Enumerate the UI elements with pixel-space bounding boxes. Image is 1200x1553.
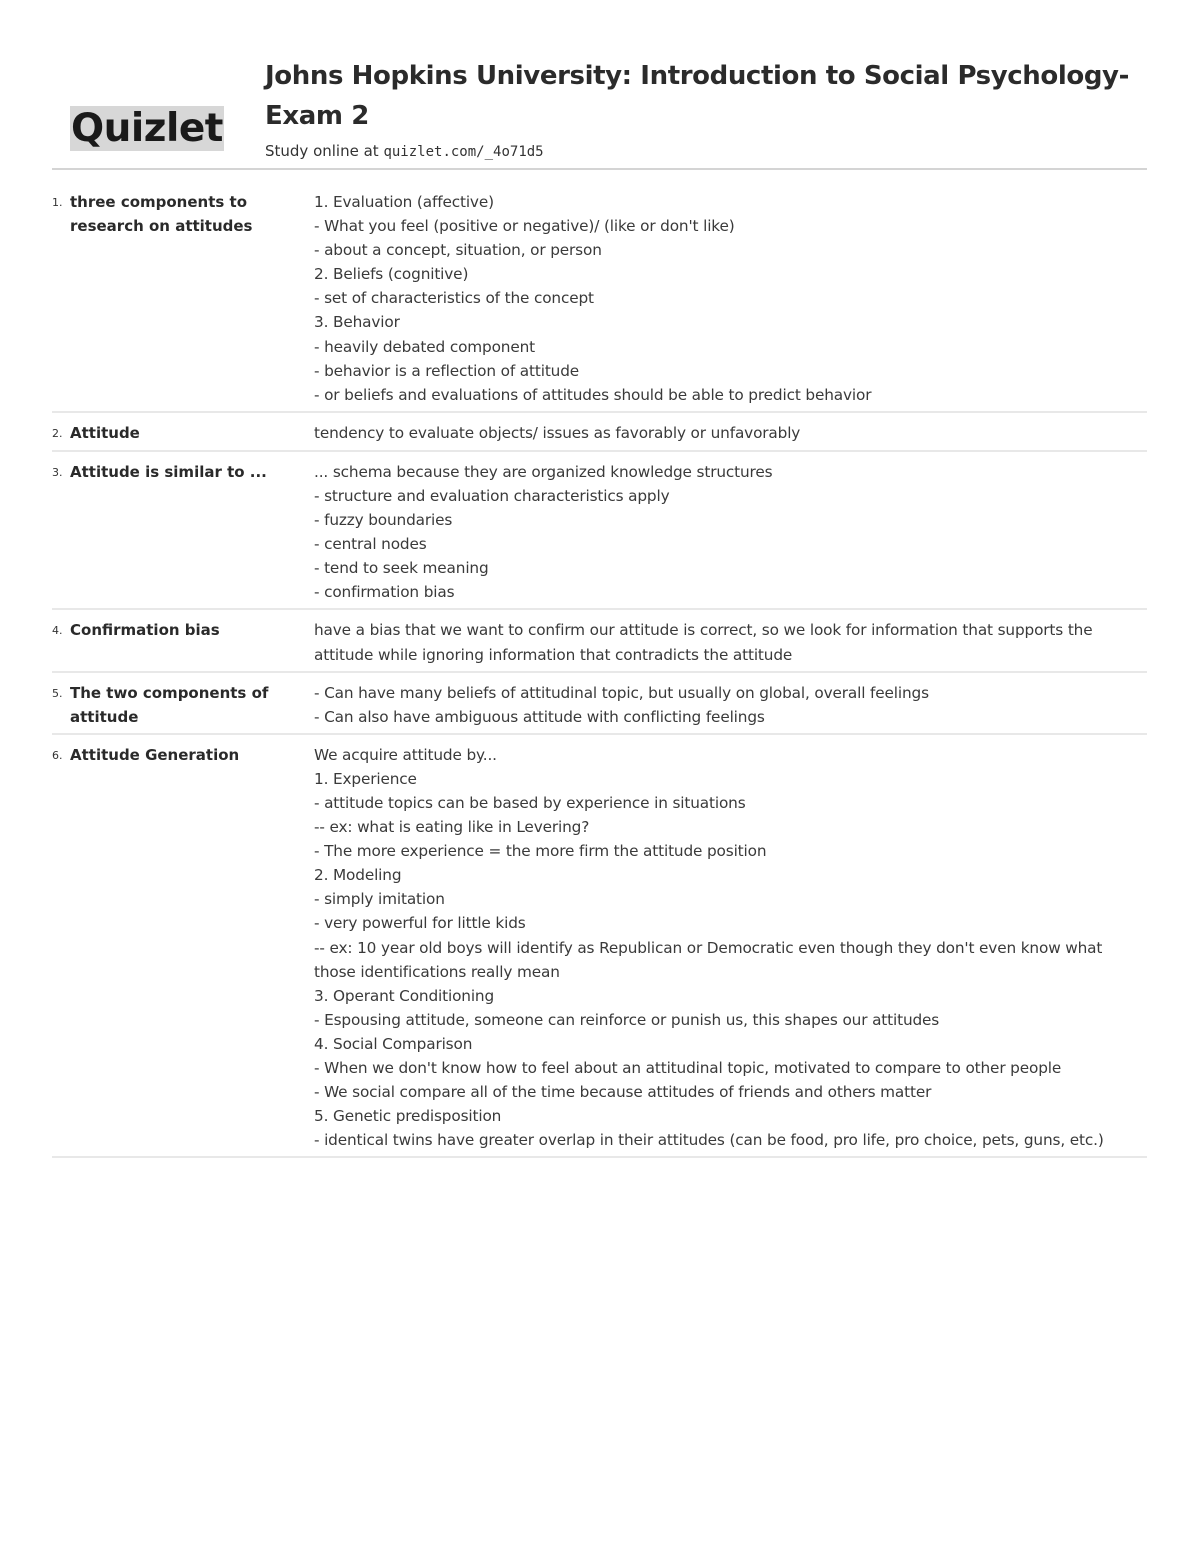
definition-line: tendency to evaluate objects/ issues as favorably or unfavorably: [314, 423, 801, 442]
definition-line: 1. Experience: [314, 769, 417, 788]
term-row: [52, 610, 1147, 672]
definition-line: - We social compare all of the time because attitudes of friends and others matter: [314, 1083, 932, 1102]
definition-line: - or beliefs and evaluations of attitudes should be able to predict behavior: [314, 385, 872, 404]
definition-line: - fuzzy boundaries: [314, 511, 453, 530]
term-definition: [314, 421, 1147, 446]
terms-list: [52, 186, 1147, 1158]
definition-line: - What you feel (positive or negative)/ (like or don't like): [314, 217, 735, 236]
study-online-line: [265, 142, 1145, 160]
term-label: Confirmation bias: [70, 621, 220, 640]
term-label: Attitude is similar to ...: [70, 462, 267, 481]
definition-line: We acquire attitude by...: [314, 745, 497, 764]
definition-line: 2. Beliefs (cognitive): [314, 265, 469, 284]
term-row: [52, 735, 1147, 1159]
definition-line: - Can also have ambiguous attitude with conflicting feelings: [314, 707, 765, 726]
term-label: Attitude: [70, 423, 140, 442]
definition-line: 5. Genetic predisposition: [314, 1107, 502, 1126]
definition-line: - identical twins have greater overlap in their attitudes (can be food, pro life, pro choice, pets, guns, etc.): [314, 1131, 1104, 1150]
definition-line: - Espousing attitude, someone can reinforce or punish us, this shapes our attitudes: [314, 1010, 940, 1029]
term-number: 2.: [52, 426, 63, 440]
term-number: 6.: [52, 748, 63, 762]
term-definition: [314, 743, 1147, 1153]
definition-line: - When we don't know how to feel about an attitudinal topic, motivated to compare to other people: [314, 1059, 1062, 1077]
term-number: 3.: [52, 465, 63, 479]
definition-line: 3. Behavior: [314, 313, 400, 332]
term-number: 5.: [52, 686, 63, 700]
term-row: [52, 413, 1147, 452]
definition-line: - confirmation bias: [314, 583, 455, 602]
term-label: Attitude Generation: [70, 745, 240, 764]
term-definition: [314, 190, 1147, 407]
definition-line: 1. Evaluation (affective): [314, 193, 494, 211]
definition-line: - heavily debated component: [314, 337, 536, 356]
term-label: three components to research on attitudes: [70, 193, 253, 235]
definition-line: - central nodes: [314, 535, 427, 554]
definition-line: - very powerful for little kids: [314, 914, 526, 933]
page-header: [52, 52, 1147, 170]
definition-line: 3. Operant Conditioning: [314, 986, 495, 1005]
term-row: [52, 452, 1147, 611]
term-definition: [314, 618, 1147, 666]
definition-line: -- ex: 10 year old boys will identify as Republican or Democratic even though they don't even know what those identifications really mean: [314, 938, 1107, 981]
term-number: 1.: [52, 196, 63, 209]
title-block: [265, 56, 1145, 160]
study-url-link[interactable]: quizlet.com/_4o71d5: [383, 144, 544, 160]
term-row: [52, 186, 1147, 413]
page-title: Johns Hopkins University: Introduction to Social Psychology- Exam 2: [265, 61, 1129, 131]
definition-line: - set of characteristics of the concept: [314, 289, 594, 308]
definition-line: - about a concept, situation, or person: [314, 241, 602, 260]
definition-line: 4. Social Comparison: [314, 1034, 473, 1053]
definition-line: - structure and evaluation characteristics apply: [314, 486, 670, 505]
definition-line: - simply imitation: [314, 890, 445, 909]
definition-line: - tend to seek meaning: [314, 559, 489, 578]
term-row: [52, 673, 1147, 735]
study-online-label: Study online at: [265, 142, 384, 160]
definition-line: 2. Modeling: [314, 866, 402, 885]
term-definition: [314, 681, 1147, 729]
quizlet-logo[interactable]: Quizlet: [71, 106, 223, 151]
term-definition: [314, 460, 1147, 605]
definition-line: - attitude topics can be based by experience in situations: [314, 793, 746, 812]
term-number: 4.: [52, 624, 63, 638]
definition-line: - Can have many beliefs of attitudinal topic, but usually on global, overall feelings: [314, 683, 929, 702]
header-divider: [52, 168, 1147, 170]
definition-line: ... schema because they are organized knowledge structures: [314, 462, 773, 481]
definition-line: have a bias that we want to confirm our attitude is correct, so we look for information that supports the attitude while ignoring information that contradicts the attitude: [314, 621, 1098, 664]
definition-line: -- ex: what is eating like in Levering?: [314, 818, 590, 837]
definition-line: - behavior is a reflection of attitude: [314, 361, 580, 380]
definition-line: - The more experience = the more firm the attitude position: [314, 842, 767, 861]
term-label: The two components of attitude: [70, 683, 269, 726]
